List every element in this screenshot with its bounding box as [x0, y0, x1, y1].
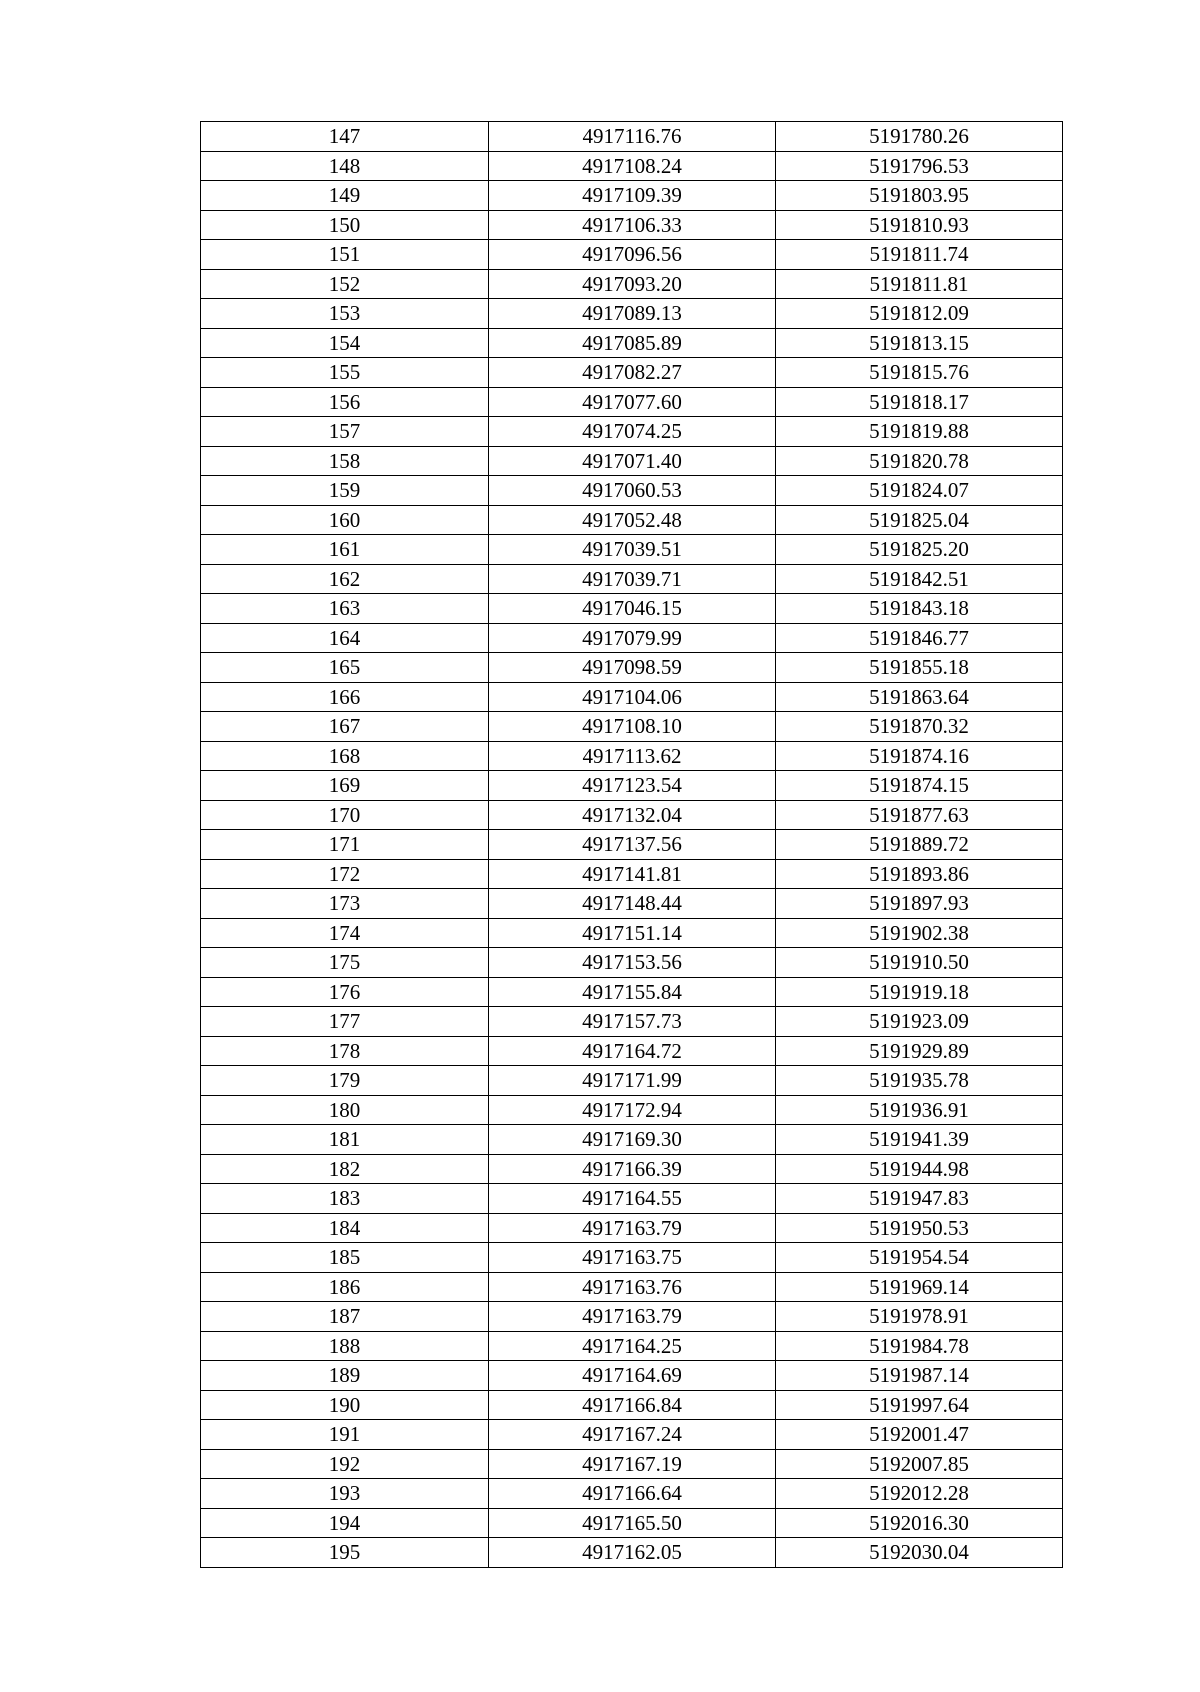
x-coordinate-cell: 4917132.04	[489, 800, 776, 830]
x-coordinate-cell: 4917039.51	[489, 535, 776, 565]
table-row	[201, 1449, 1063, 1479]
x-coordinate-cell: 4917166.64	[489, 1479, 776, 1509]
table-row	[201, 358, 1063, 388]
point-number-cell: 160	[201, 505, 489, 535]
point-number-cell: 182	[201, 1154, 489, 1184]
y-coordinate-cell: 5191935.78	[776, 1066, 1063, 1096]
point-number-cell: 150	[201, 210, 489, 240]
table-row	[201, 446, 1063, 476]
point-number-cell: 191	[201, 1420, 489, 1450]
x-coordinate-cell: 4917164.69	[489, 1361, 776, 1391]
y-coordinate-cell: 5191803.95	[776, 181, 1063, 211]
x-coordinate-cell: 4917089.13	[489, 299, 776, 329]
x-coordinate-cell: 4917167.19	[489, 1449, 776, 1479]
y-coordinate-cell: 5191846.77	[776, 623, 1063, 653]
x-coordinate-cell: 4917046.15	[489, 594, 776, 624]
point-number-cell: 180	[201, 1095, 489, 1125]
x-coordinate-cell: 4917141.81	[489, 859, 776, 889]
x-coordinate-cell: 4917074.25	[489, 417, 776, 447]
y-coordinate-cell: 5191941.39	[776, 1125, 1063, 1155]
y-coordinate-cell: 5191811.81	[776, 269, 1063, 299]
point-number-cell: 148	[201, 151, 489, 181]
x-coordinate-cell: 4917116.76	[489, 122, 776, 152]
y-coordinate-cell: 5191954.54	[776, 1243, 1063, 1273]
point-number-cell: 155	[201, 358, 489, 388]
y-coordinate-cell: 5191825.04	[776, 505, 1063, 535]
table-row	[201, 653, 1063, 683]
y-coordinate-cell: 5191819.88	[776, 417, 1063, 447]
table-row	[201, 387, 1063, 417]
point-number-cell: 183	[201, 1184, 489, 1214]
table-row	[201, 1154, 1063, 1184]
x-coordinate-cell: 4917060.53	[489, 476, 776, 506]
table-row	[201, 299, 1063, 329]
y-coordinate-cell: 5191815.76	[776, 358, 1063, 388]
x-coordinate-cell: 4917157.73	[489, 1007, 776, 1037]
point-number-cell: 179	[201, 1066, 489, 1096]
y-coordinate-cell: 5191987.14	[776, 1361, 1063, 1391]
y-coordinate-cell: 5191984.78	[776, 1331, 1063, 1361]
table-row	[201, 1125, 1063, 1155]
table-row	[201, 240, 1063, 270]
table-row	[201, 918, 1063, 948]
table-row	[201, 800, 1063, 830]
coordinates-table	[200, 121, 1063, 1568]
table-row	[201, 269, 1063, 299]
y-coordinate-cell: 5191897.93	[776, 889, 1063, 919]
point-number-cell: 147	[201, 122, 489, 152]
point-number-cell: 176	[201, 977, 489, 1007]
x-coordinate-cell: 4917098.59	[489, 653, 776, 683]
table-row	[201, 859, 1063, 889]
x-coordinate-cell: 4917167.24	[489, 1420, 776, 1450]
x-coordinate-cell: 4917052.48	[489, 505, 776, 535]
x-coordinate-cell: 4917155.84	[489, 977, 776, 1007]
table-row	[201, 741, 1063, 771]
y-coordinate-cell: 5191997.64	[776, 1390, 1063, 1420]
x-coordinate-cell: 4917164.25	[489, 1331, 776, 1361]
table-row	[201, 889, 1063, 919]
table-row	[201, 210, 1063, 240]
y-coordinate-cell: 5192007.85	[776, 1449, 1063, 1479]
point-number-cell: 163	[201, 594, 489, 624]
point-number-cell: 178	[201, 1036, 489, 1066]
point-number-cell: 172	[201, 859, 489, 889]
y-coordinate-cell: 5191902.38	[776, 918, 1063, 948]
y-coordinate-cell: 5191825.20	[776, 535, 1063, 565]
table-row	[201, 1361, 1063, 1391]
y-coordinate-cell: 5191944.98	[776, 1154, 1063, 1184]
x-coordinate-cell: 4917162.05	[489, 1538, 776, 1568]
table-row	[201, 1066, 1063, 1096]
point-number-cell: 157	[201, 417, 489, 447]
point-number-cell: 170	[201, 800, 489, 830]
y-coordinate-cell: 5191919.18	[776, 977, 1063, 1007]
table-row	[201, 594, 1063, 624]
y-coordinate-cell: 5191874.15	[776, 771, 1063, 801]
table-row	[201, 151, 1063, 181]
point-number-cell: 185	[201, 1243, 489, 1273]
y-coordinate-cell: 5192012.28	[776, 1479, 1063, 1509]
x-coordinate-cell: 4917163.76	[489, 1272, 776, 1302]
table-row	[201, 476, 1063, 506]
x-coordinate-cell: 4917169.30	[489, 1125, 776, 1155]
table-row	[201, 682, 1063, 712]
point-number-cell: 153	[201, 299, 489, 329]
y-coordinate-cell: 5191842.51	[776, 564, 1063, 594]
y-coordinate-cell: 5191863.64	[776, 682, 1063, 712]
y-coordinate-cell: 5191811.74	[776, 240, 1063, 270]
table-row	[201, 328, 1063, 358]
y-coordinate-cell: 5191796.53	[776, 151, 1063, 181]
point-number-cell: 152	[201, 269, 489, 299]
x-coordinate-cell: 4917093.20	[489, 269, 776, 299]
table-row	[201, 830, 1063, 860]
x-coordinate-cell: 4917163.75	[489, 1243, 776, 1273]
x-coordinate-cell: 4917165.50	[489, 1508, 776, 1538]
table-row	[201, 535, 1063, 565]
x-coordinate-cell: 4917166.84	[489, 1390, 776, 1420]
y-coordinate-cell: 5191978.91	[776, 1302, 1063, 1332]
point-number-cell: 195	[201, 1538, 489, 1568]
x-coordinate-cell: 4917077.60	[489, 387, 776, 417]
table-row	[201, 712, 1063, 742]
point-number-cell: 164	[201, 623, 489, 653]
x-coordinate-cell: 4917104.06	[489, 682, 776, 712]
point-number-cell: 167	[201, 712, 489, 742]
table-row	[201, 1390, 1063, 1420]
table-row	[201, 181, 1063, 211]
point-number-cell: 156	[201, 387, 489, 417]
table-row	[201, 1243, 1063, 1273]
y-coordinate-cell: 5191910.50	[776, 948, 1063, 978]
table-row	[201, 771, 1063, 801]
x-coordinate-cell: 4917113.62	[489, 741, 776, 771]
coordinates-table-body	[201, 122, 1063, 1568]
y-coordinate-cell: 5191818.17	[776, 387, 1063, 417]
x-coordinate-cell: 4917039.71	[489, 564, 776, 594]
y-coordinate-cell: 5192016.30	[776, 1508, 1063, 1538]
x-coordinate-cell: 4917137.56	[489, 830, 776, 860]
point-number-cell: 154	[201, 328, 489, 358]
point-number-cell: 194	[201, 1508, 489, 1538]
point-number-cell: 174	[201, 918, 489, 948]
x-coordinate-cell: 4917071.40	[489, 446, 776, 476]
table-row	[201, 1538, 1063, 1568]
point-number-cell: 192	[201, 1449, 489, 1479]
table-row	[201, 505, 1063, 535]
y-coordinate-cell: 5191923.09	[776, 1007, 1063, 1037]
x-coordinate-cell: 4917164.72	[489, 1036, 776, 1066]
point-number-cell: 161	[201, 535, 489, 565]
point-number-cell: 169	[201, 771, 489, 801]
y-coordinate-cell: 5191780.26	[776, 122, 1063, 152]
x-coordinate-cell: 4917079.99	[489, 623, 776, 653]
point-number-cell: 187	[201, 1302, 489, 1332]
point-number-cell: 166	[201, 682, 489, 712]
y-coordinate-cell: 5192001.47	[776, 1420, 1063, 1450]
y-coordinate-cell: 5191950.53	[776, 1213, 1063, 1243]
point-number-cell: 181	[201, 1125, 489, 1155]
x-coordinate-cell: 4917166.39	[489, 1154, 776, 1184]
table-row	[201, 623, 1063, 653]
y-coordinate-cell: 5191813.15	[776, 328, 1063, 358]
table-row	[201, 1184, 1063, 1214]
y-coordinate-cell: 5191824.07	[776, 476, 1063, 506]
point-number-cell: 165	[201, 653, 489, 683]
table-row	[201, 1213, 1063, 1243]
point-number-cell: 159	[201, 476, 489, 506]
table-row	[201, 1479, 1063, 1509]
x-coordinate-cell: 4917163.79	[489, 1213, 776, 1243]
table-row	[201, 1508, 1063, 1538]
y-coordinate-cell: 5191843.18	[776, 594, 1063, 624]
x-coordinate-cell: 4917106.33	[489, 210, 776, 240]
point-number-cell: 168	[201, 741, 489, 771]
table-row	[201, 1272, 1063, 1302]
table-row	[201, 977, 1063, 1007]
point-number-cell: 151	[201, 240, 489, 270]
x-coordinate-cell: 4917153.56	[489, 948, 776, 978]
y-coordinate-cell: 5191947.83	[776, 1184, 1063, 1214]
y-coordinate-cell: 5191893.86	[776, 859, 1063, 889]
table-row	[201, 1036, 1063, 1066]
y-coordinate-cell: 5191877.63	[776, 800, 1063, 830]
point-number-cell: 190	[201, 1390, 489, 1420]
y-coordinate-cell: 5191812.09	[776, 299, 1063, 329]
point-number-cell: 177	[201, 1007, 489, 1037]
table-row	[201, 1095, 1063, 1125]
x-coordinate-cell: 4917172.94	[489, 1095, 776, 1125]
y-coordinate-cell: 5191969.14	[776, 1272, 1063, 1302]
y-coordinate-cell: 5191936.91	[776, 1095, 1063, 1125]
x-coordinate-cell: 4917171.99	[489, 1066, 776, 1096]
table-row	[201, 1420, 1063, 1450]
x-coordinate-cell: 4917109.39	[489, 181, 776, 211]
point-number-cell: 175	[201, 948, 489, 978]
x-coordinate-cell: 4917164.55	[489, 1184, 776, 1214]
point-number-cell: 173	[201, 889, 489, 919]
point-number-cell: 162	[201, 564, 489, 594]
table-row	[201, 1007, 1063, 1037]
y-coordinate-cell: 5191820.78	[776, 446, 1063, 476]
table-row	[201, 564, 1063, 594]
point-number-cell: 186	[201, 1272, 489, 1302]
x-coordinate-cell: 4917108.10	[489, 712, 776, 742]
point-number-cell: 189	[201, 1361, 489, 1391]
y-coordinate-cell: 5191874.16	[776, 741, 1063, 771]
point-number-cell: 171	[201, 830, 489, 860]
x-coordinate-cell: 4917148.44	[489, 889, 776, 919]
x-coordinate-cell: 4917151.14	[489, 918, 776, 948]
point-number-cell: 158	[201, 446, 489, 476]
point-number-cell: 149	[201, 181, 489, 211]
x-coordinate-cell: 4917082.27	[489, 358, 776, 388]
x-coordinate-cell: 4917108.24	[489, 151, 776, 181]
point-number-cell: 193	[201, 1479, 489, 1509]
y-coordinate-cell: 5191810.93	[776, 210, 1063, 240]
table-row	[201, 122, 1063, 152]
y-coordinate-cell: 5191889.72	[776, 830, 1063, 860]
table-row	[201, 948, 1063, 978]
x-coordinate-cell: 4917096.56	[489, 240, 776, 270]
x-coordinate-cell: 4917163.79	[489, 1302, 776, 1332]
point-number-cell: 188	[201, 1331, 489, 1361]
y-coordinate-cell: 5191929.89	[776, 1036, 1063, 1066]
table-row	[201, 1302, 1063, 1332]
y-coordinate-cell: 5192030.04	[776, 1538, 1063, 1568]
x-coordinate-cell: 4917123.54	[489, 771, 776, 801]
table-row	[201, 1331, 1063, 1361]
y-coordinate-cell: 5191855.18	[776, 653, 1063, 683]
y-coordinate-cell: 5191870.32	[776, 712, 1063, 742]
point-number-cell: 184	[201, 1213, 489, 1243]
table-row	[201, 417, 1063, 447]
x-coordinate-cell: 4917085.89	[489, 328, 776, 358]
